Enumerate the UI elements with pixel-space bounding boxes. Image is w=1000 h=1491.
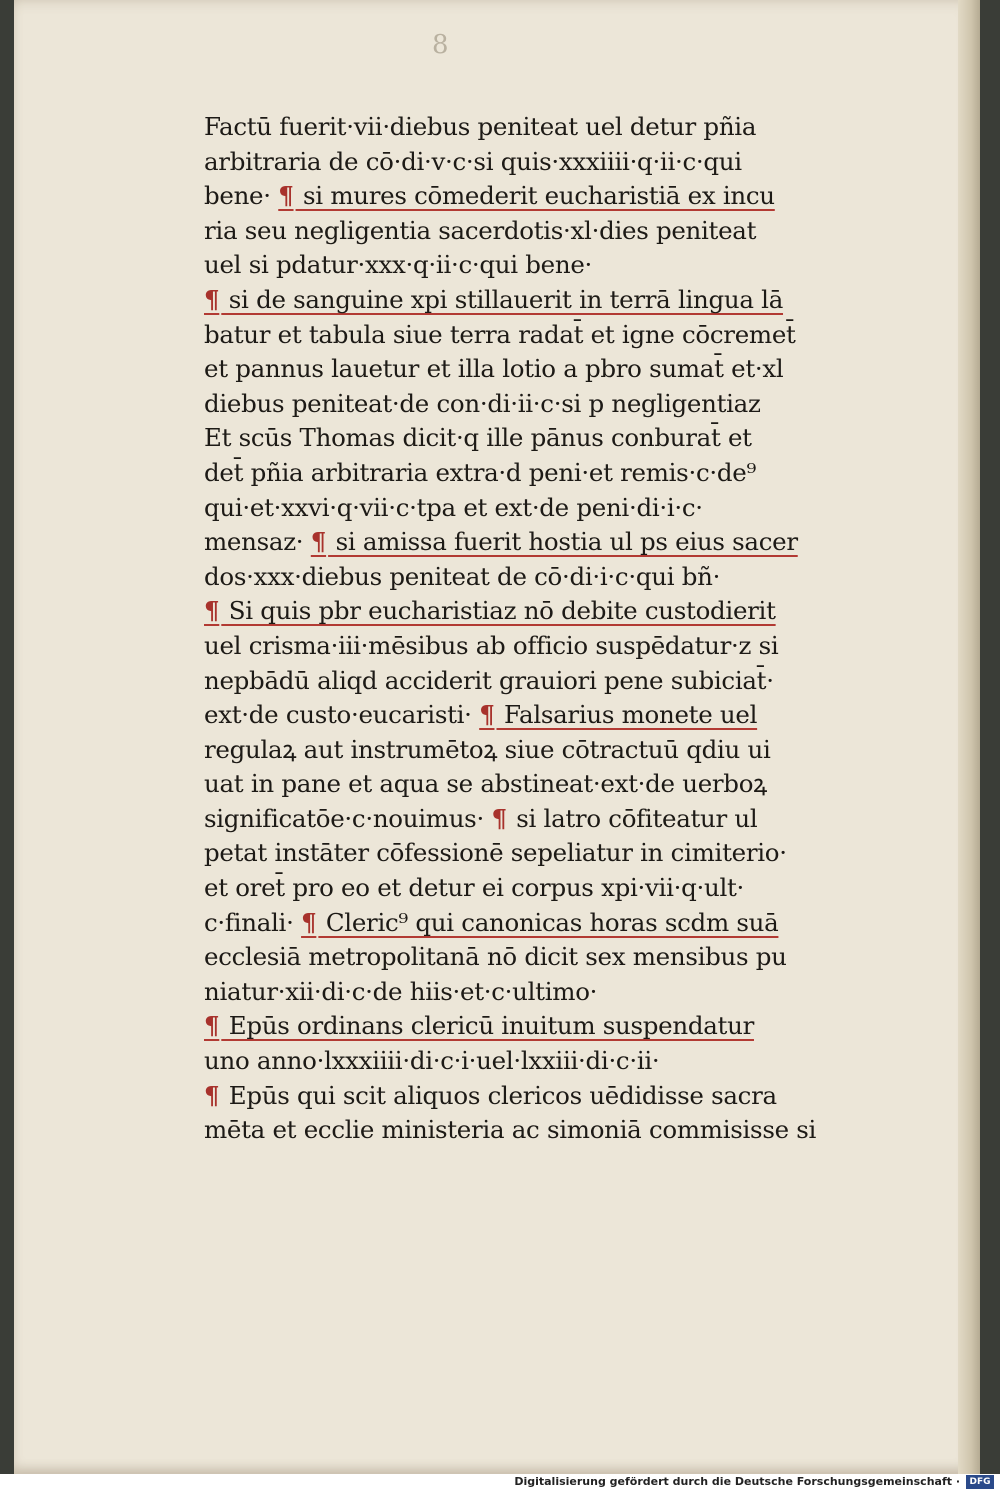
text-line — [204, 767, 844, 802]
text-line — [204, 594, 844, 629]
rubric-paragraph: ¶ Cleric⁹ qui canonicas horas scdm suā — [301, 907, 779, 937]
text-line — [204, 283, 844, 318]
text-line — [204, 1009, 844, 1044]
text-line — [204, 318, 844, 353]
line-text: ecclesiā metropolitanā nō dicit sex mensibus pu — [204, 942, 787, 972]
text-line — [204, 975, 844, 1010]
text-line — [204, 491, 844, 526]
pilcrow-icon: ¶ — [204, 1080, 220, 1110]
pilcrow-icon: ¶ — [278, 181, 294, 211]
text-line — [204, 664, 844, 699]
text-line — [204, 871, 844, 906]
line-text: diebus peniteat·de con·di·ii·c·si p negligentiaz — [204, 388, 761, 418]
line-text: niatur·xii·di·c·de hiis·et·c·ultimo· — [204, 976, 598, 1006]
line-text: Et scūs Thomas dicit·q ille pānus conburat̄ et — [204, 423, 752, 453]
line-text: regulaꝝ aut instrumētoꝝ siue cōtractuū qdiu ui — [204, 734, 771, 764]
text-line — [204, 145, 844, 180]
line-text: arbitraria de cō·di·v·c·si quis·xxxiiii·q·ii·c·qui — [204, 146, 742, 176]
foliation-mark: 8 — [432, 30, 449, 60]
line-text: batur et tabula siue terra radat̄ et igne cōcremet̄ — [204, 319, 796, 349]
text-line — [204, 906, 844, 941]
text-line — [204, 1113, 844, 1148]
text-line — [204, 698, 844, 733]
text-block — [204, 110, 844, 1148]
pilcrow-icon: ¶ — [310, 527, 327, 557]
book-page — [14, 0, 980, 1474]
pilcrow-icon: ¶ — [491, 803, 507, 833]
line-text: c·finali· — [204, 907, 294, 937]
rubric-paragraph: ¶ Epūs ordinans clericū inuitum suspendatur — [204, 1011, 754, 1041]
rubric-paragraph: ¶ Epūs qui scit aliquos clericos uēdidisse sacra — [204, 1080, 777, 1110]
line-text: uel crisma·iii·mēsibus ab officio suspēdatur·z si — [204, 630, 779, 660]
text-line — [204, 560, 844, 595]
rubric-paragraph: ¶ si latro cōfiteatur ul — [491, 803, 758, 833]
text-line — [204, 1044, 844, 1079]
text-line — [204, 525, 844, 560]
line-text: mēta et ecclie ministeria ac simoniā commisisse si — [204, 1115, 817, 1145]
line-text: significatōe·c·nouimus· — [204, 803, 484, 833]
text-line — [204, 802, 844, 837]
line-text: qui·et·xxvi·q·vii·c·tpa et ext·de peni·di·i·c· — [204, 492, 703, 522]
line-text: mensaz· — [204, 527, 304, 557]
text-line — [204, 179, 844, 214]
text-line — [204, 352, 844, 387]
text-line — [204, 214, 844, 249]
text-line — [204, 629, 844, 664]
pilcrow-icon: ¶ — [479, 700, 495, 730]
line-text: uno anno·lxxxiiii·di·c·i·uel·lxxiii·di·c·ii· — [204, 1046, 660, 1076]
pilcrow-icon: ¶ — [204, 596, 220, 626]
line-text: et oret̄ pro eo et detur ei corpus xpi·vii·q·ult· — [204, 873, 745, 903]
text-line — [204, 733, 844, 768]
footer-bar — [0, 1474, 1000, 1491]
line-text: bene· — [204, 181, 271, 211]
line-text: det̄ pñia arbitraria extra·d peni·et remis·c·de⁹ — [204, 457, 756, 487]
line-text: Factū fuerit·vii·diebus peniteat uel detur pñia — [204, 112, 757, 141]
line-text: ext·de custo·eucaristi· — [204, 700, 472, 730]
line-text: nepbādū aliqd acciderit grauiori pene subiciat̄· — [204, 665, 774, 695]
line-text: petat instāter cōfessionē sepeliatur in cimiterio· — [204, 838, 787, 868]
text-line — [204, 1079, 844, 1114]
rubric-paragraph: ¶ si mures cōmederit eucharistiā ex incu — [278, 181, 775, 211]
pilcrow-icon: ¶ — [301, 907, 317, 937]
line-text: dos·xxx·diebus peniteat de cō·di·i·c·qui bñ· — [204, 561, 721, 591]
text-line — [204, 456, 844, 491]
text-line — [204, 940, 844, 975]
pilcrow-icon: ¶ — [204, 284, 220, 314]
line-text: et pannus lauetur et illa lotio a pbro sumat̄ et·xl — [204, 354, 784, 384]
line-text: ria seu negligentia sacerdotis·xl·dies peniteat — [204, 215, 757, 245]
line-text: uel si pdatur·xxx·q·ii·c·qui bene· — [204, 250, 593, 280]
text-line — [204, 248, 844, 283]
pilcrow-icon: ¶ — [204, 1011, 220, 1041]
dfg-logo-icon[interactable]: DFG — [966, 1475, 994, 1489]
rubric-paragraph: ¶ si de sanguine xpi stillauerit in terrā lingua lā — [204, 284, 784, 314]
rubric-paragraph: ¶ Falsarius monete uel — [479, 700, 758, 730]
text-line — [204, 421, 844, 456]
rubric-paragraph: ¶ Si quis pbr eucharistiaz nō debite custodierit — [204, 596, 776, 626]
funding-credit: Digitalisierung gefördert durch die Deutsche Forschungsgemeinschaft · — [514, 1475, 960, 1488]
text-line — [204, 387, 844, 422]
rubric-paragraph: ¶ si amissa fuerit hostia ul ps eius sacer — [310, 527, 798, 557]
page-edge-shadow — [958, 0, 980, 1474]
text-line — [204, 836, 844, 871]
line-text: uat in pane et aqua se abstineat·ext·de uerboꝝ — [204, 769, 768, 799]
text-line — [204, 110, 844, 145]
